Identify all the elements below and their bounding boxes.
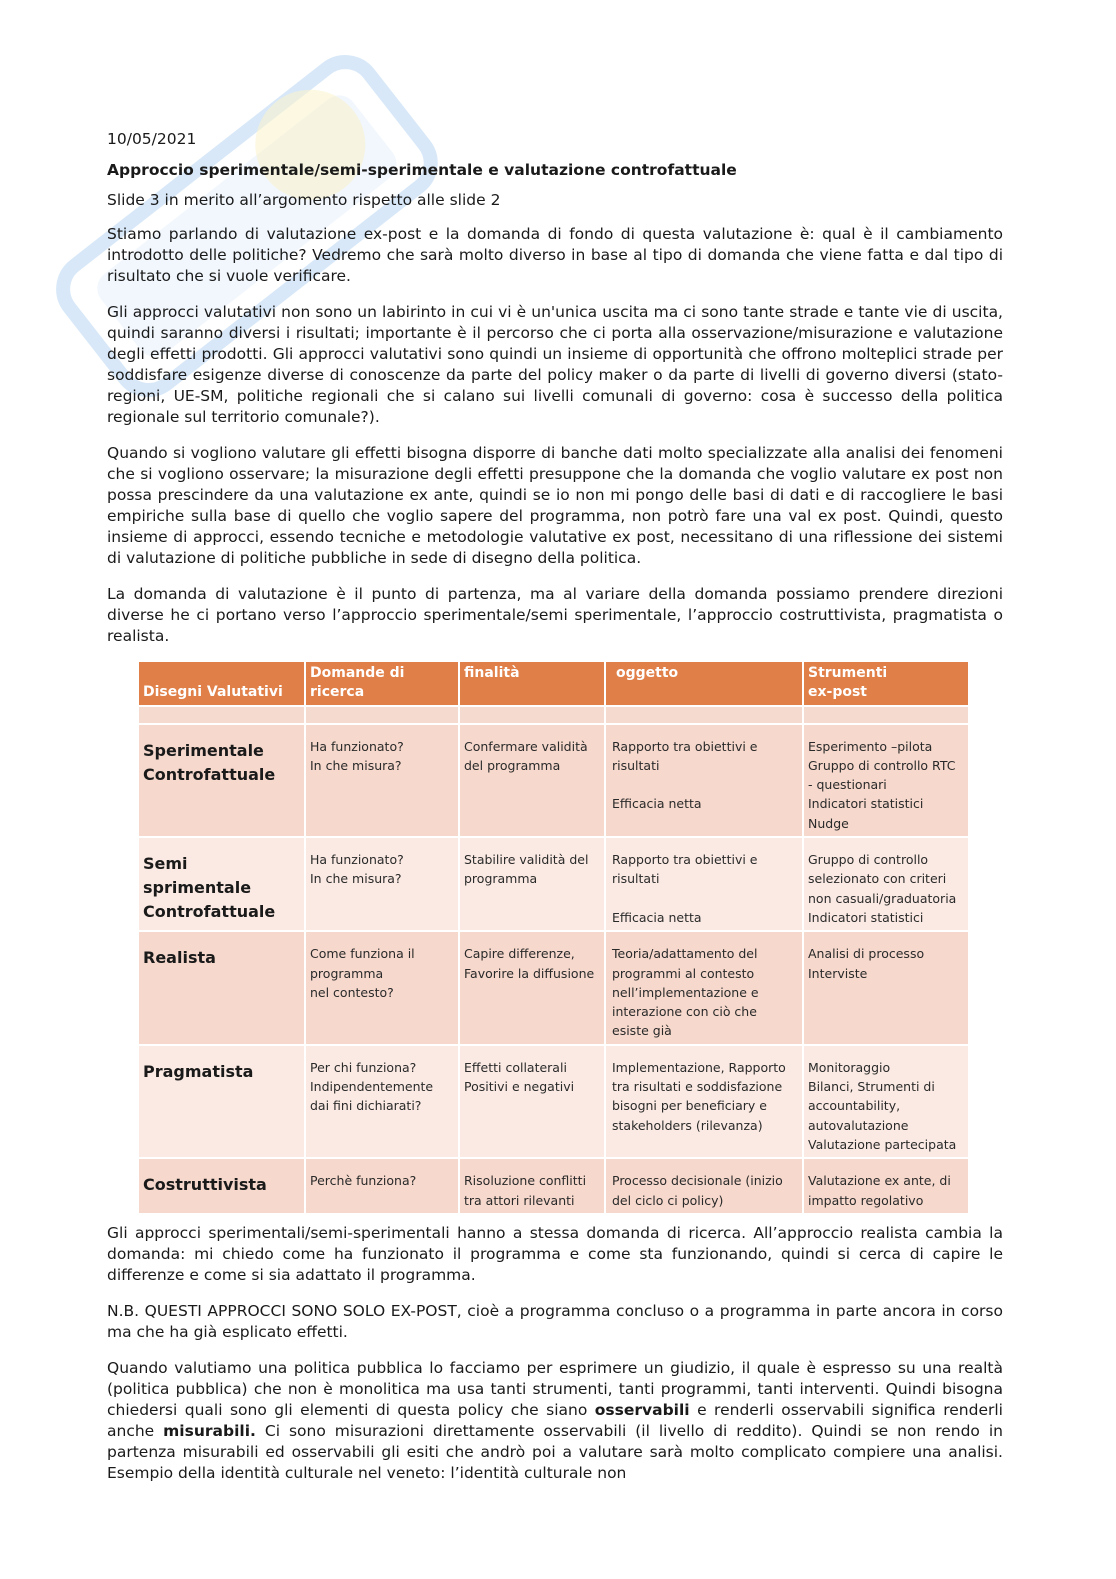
table-cell-oggetto: Teoria/adattamento del programmi al contesto nell’implementazione e interazione con ciò che esiste già xyxy=(605,931,803,1044)
table-row xyxy=(139,837,969,931)
paragraph-5: Gli approcci sperimentali/semi-sperimentali hanno a stessa domanda di ricerca. All’approccio realista cambia la domanda: mi chiedo come ha funzionato il programma e come sta funzionando, quindi si cerca di capire le differenze e come si sia adattato il programma. xyxy=(107,1223,1003,1284)
table-header-domande: Domande di ricerca xyxy=(305,662,459,706)
table-row xyxy=(139,1158,969,1214)
table-cell-design: Sperimentale Controfattuale xyxy=(139,724,305,837)
table-cell-design: Pragmatista xyxy=(139,1045,305,1158)
table-header-oggetto: oggetto xyxy=(605,662,803,706)
document-date: 10/05/2021 xyxy=(107,130,197,148)
table-cell-strumenti: Valutazione ex ante, di impatto regolativo xyxy=(803,1158,969,1214)
table-cell-strumenti: Esperimento –pilota Gruppo di controllo RTC - questionari Indicatori statistici Nudge xyxy=(803,724,969,837)
table-cell-finalita: Risoluzione conflitti tra attori rilevanti xyxy=(459,1158,605,1214)
table-cell-finalita: Stabilire validità del programma xyxy=(459,837,605,931)
table-cell-domande: Come funziona il programma nel contesto? xyxy=(305,931,459,1044)
table-cell-design: Costruttivista xyxy=(139,1158,305,1214)
table-cell-oggetto: Rapporto tra obiettivi e risultati Efficacia netta xyxy=(605,724,803,837)
table-cell-domande: Per chi funziona? Indipendentemente dai fini dichiarati? xyxy=(305,1045,459,1158)
table-cell-domande: Ha funzionato? In che misura? xyxy=(305,837,459,931)
table-cell-domande: Perchè funziona? xyxy=(305,1158,459,1214)
table-cell-domande: Ha funzionato? In che misura? xyxy=(305,724,459,837)
table-row xyxy=(139,931,969,1044)
table-cell-design: Realista xyxy=(139,931,305,1044)
table-cell-design: Semi sprimentale Controfattuale xyxy=(139,837,305,931)
table-row xyxy=(139,724,969,837)
table-cell-strumenti: Analisi di processo Interviste xyxy=(803,931,969,1044)
table-header-disegni: Disegni Valutativi xyxy=(139,662,305,706)
paragraph-2: Gli approcci valutativi non sono un labirinto in cui vi è un'unica uscita ma ci sono tante strade e tante vie di uscita, quindi saranno diversi i risultati; importante è il percorso che ci porta alla osservazione/misurazione e valutazione degli effetti prodotti. Gli approcci valutativi sono quindi un insieme di opportunità che offrono molteplici strade per soddisfare esigenze diverse di conoscenze da parte del policy maker o da parte di livelli di governo diversi (stato-regioni, UE-SM, politiche regionali che si calano sui livelli comunali di governo: cosa è successo della politica regionale sul territorio comunale?). xyxy=(107,303,1003,426)
table-cell-strumenti: Gruppo di controllo selezionato con criteri non casuali/graduatoria Indicatori statistici xyxy=(803,837,969,931)
table-row xyxy=(139,1045,969,1158)
paragraph-4: La domanda di valutazione è il punto di partenza, ma al variare della domanda possiamo prendere direzioni diverse he ci portano verso l’approccio sperimentale/semi sperimentale, l’approccio costruttivista, pragmatista o realista. xyxy=(107,585,1003,645)
evaluation-designs-table xyxy=(139,662,970,1215)
document-title: Approccio sperimentale/semi-sperimentale e valutazione controfattuale xyxy=(107,161,737,179)
table-cell-oggetto: Processo decisionale (inizio del ciclo ci policy) xyxy=(605,1158,803,1214)
paragraph-1: Stiamo parlando di valutazione ex-post e la domanda di fondo di questa valutazione è: qual è il cambiamento introdotto delle politiche? Vedremo che sarà molto diverso in base al tipo di domanda che viene fatta e dal tipo di risultato che si vuole verificare. xyxy=(107,225,1003,285)
document-subtitle: Slide 3 in merito all’argomento rispetto alle slide 2 xyxy=(107,191,501,209)
bold-osservabili: osservabili xyxy=(594,1400,690,1419)
table-cell-finalita: Confermare validità del programma xyxy=(459,724,605,837)
paragraph-3: Quando si vogliono valutare gli effetti bisogna disporre di banche dati molto specializzate alla analisi dei fenomeni che si vogliono osservare; la misurazione degli effetti presuppone che la domanda che voglio valutare ex post non possa prescindere da una valutazione ex ante, quindi se io non mi pongo delle basi di dati e di raccogliere le basi empiriche sulla base di quello che voglio sapere del programma, non potrò fare una val ex post. Quindi, questo insieme di approcci, essendo tecniche e metodologie valutative ex post, necessitano di una riflessione dei sistemi di valutazione di politiche pubbliche in sede di disegno della politica. xyxy=(107,444,1003,567)
paragraph-7: Quando valutiamo una politica pubblica lo facciamo per esprimere un giudizio, il quale è espresso su una realtà (politica pubblica) che non è monolitica ma usa tanti strumenti, tanti programmi, tanti interventi. Quindi bisogna chiedersi quali sono gli elementi di questa policy che siano osservabili e renderli osservabili significa renderli anche misurabili. Ci sono misurazioni direttamente osservabili (il livello di reddito). Quindi se non rendo in partenza misurabili ed osservabili gli esiti che andrò poi a valutare sarà molto complicato compiere una analisi. Esempio della identità culturale nel veneto: l’identità culturale non xyxy=(107,1358,1003,1482)
paragraph-6: N.B. QUESTI APPROCCI SONO SOLO EX-POST, cioè a programma concluso o a programma in parte ancora in corso ma che ha già esplicato effetti. xyxy=(107,1301,1003,1341)
table-cell-finalita: Capire differenze, Favorire la diffusione xyxy=(459,931,605,1044)
bold-misurabili: misurabili. xyxy=(163,1421,256,1440)
table-header-strumenti: Strumenti ex-post xyxy=(803,662,969,706)
table-header-finalita: finalità xyxy=(459,662,605,706)
table-cell-oggetto: Rapporto tra obiettivi e risultati Efficacia netta xyxy=(605,837,803,931)
table-cell-finalita: Effetti collaterali Positivi e negativi xyxy=(459,1045,605,1158)
table-cell-oggetto: Implementazione, Rapporto tra risultati e soddisfazione bisogni per beneficiary e stakeholders (rilevanza) xyxy=(605,1045,803,1158)
table-spacer-row xyxy=(139,706,969,724)
document-page xyxy=(107,128,1003,1499)
table-cell-strumenti: Monitoraggio Bilanci, Strumenti di accountability, autovalutazione Valutazione partecipata xyxy=(803,1045,969,1158)
